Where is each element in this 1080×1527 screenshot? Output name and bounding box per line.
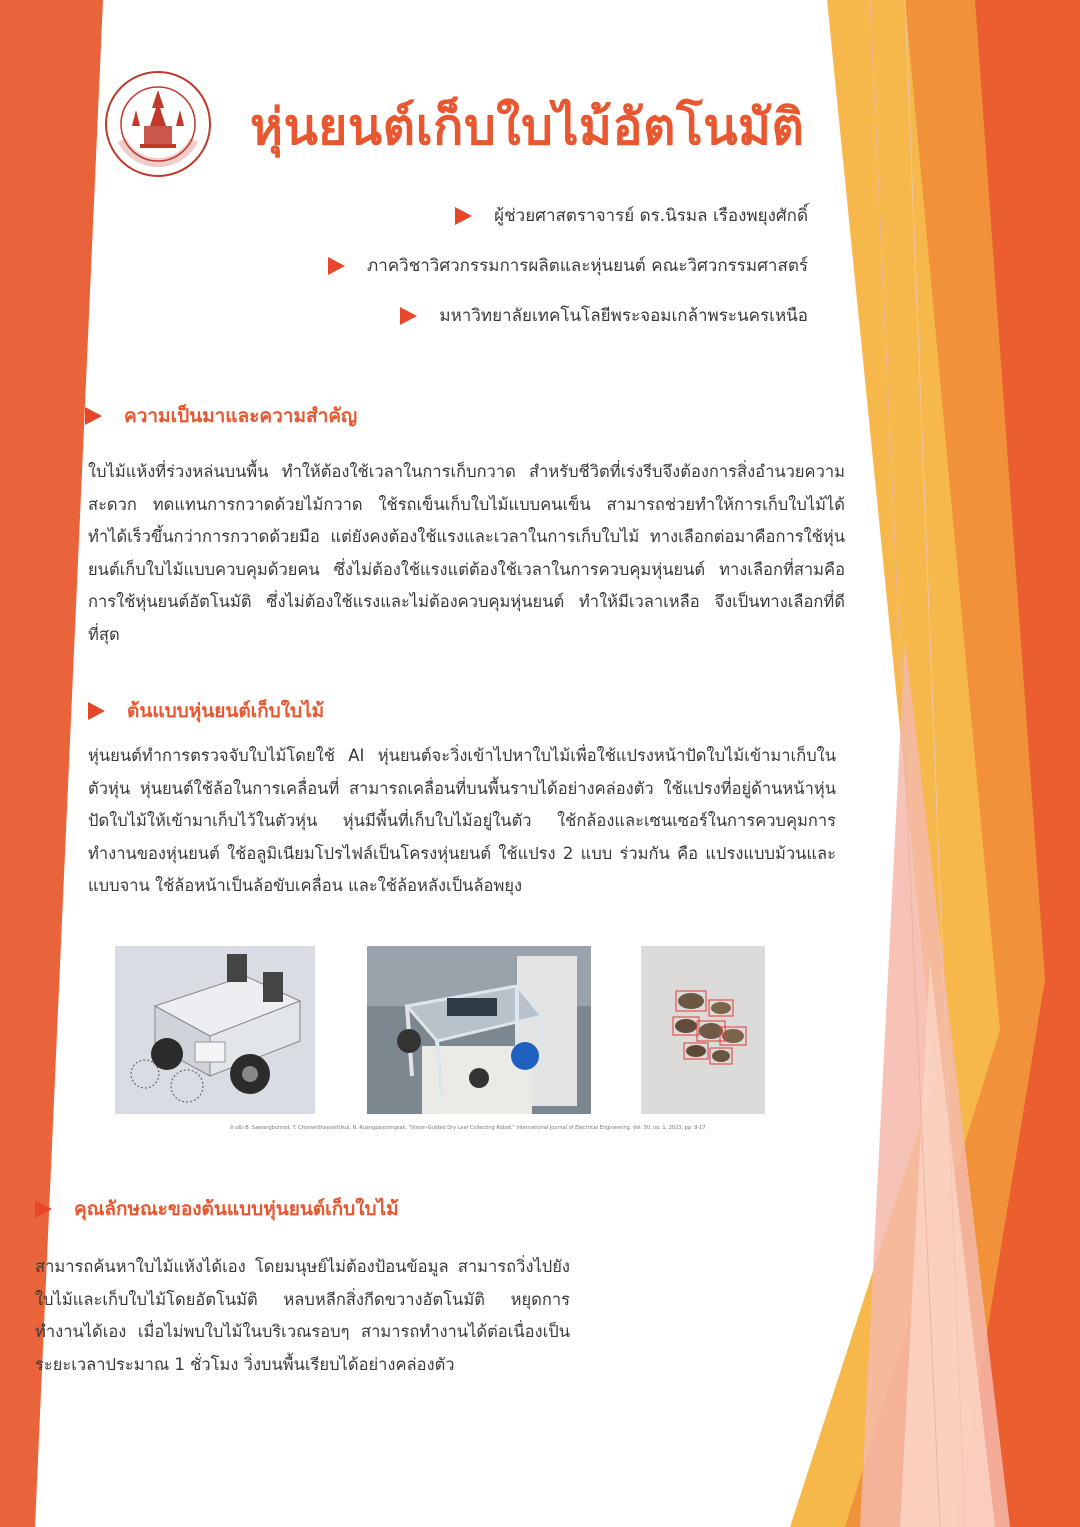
section-heading-text: ความเป็นมาและความสำคัญ bbox=[124, 405, 358, 427]
triangle-bullet-icon bbox=[88, 702, 105, 720]
triangle-bullet-icon bbox=[35, 1200, 52, 1218]
author-line-department bbox=[328, 252, 808, 279]
author-line-name bbox=[455, 202, 808, 229]
leaf-detection-photo-figure bbox=[641, 946, 765, 1114]
robot-prototype-photo-figure bbox=[367, 946, 591, 1114]
section-body-background: ใบไม้แห้งที่ร่วงหล่นบนพื้น ทำให้ต้องใช้เวลาในการเก็บกวาด สำหรับชีวิตที่เร่งรีบจึงต้องการสิ่งอำนวยความสะดวก ทดแทนการกวาดด้วยไม้กวาด ใช้รถเข็นเก็บใบไม้แบบคนเข็น สามารถช่วยทำให้การเก็บใบไม้ได้ทำได้เร็วขึ้นกว่าการกวาดด้วยมือ แต่ยังคงต้องใช้แรงและเวลาในการเก็บใบไม้ ทางเลือกต่อมาคือการใช้หุ่นยนต์เก็บใบไม้แบบควบคุมด้วยคน ซึ่งไม่ต้องใช้แรงแต่ต้องใช้เวลาในการควบคุมหุ่นยนต์ ทางเลือกที่สามคือการใช้หุ่นยนต์อัตโนมัติ ซึ่งไม่ต้องใช้แรงและไม่ต้องควบคุมหุ่นยนต์ ทำให้มีเวลาเหลือ จึงเป็นทางเลือกที่ดีที่สุด bbox=[88, 462, 845, 644]
section-heading-text: คุณลักษณะของต้นแบบหุ่นยนต์เก็บใบไม้ bbox=[74, 1198, 399, 1220]
robot-cad-render-figure bbox=[115, 946, 315, 1114]
author-department: ภาควิชาวิศวกรรมการผลิตและหุ่นยนต์ คณะวิศวกรรมศาสตร์ bbox=[367, 256, 808, 276]
triangle-bullet-icon bbox=[400, 307, 417, 325]
author-name: ผู้ช่วยศาสตราจารย์ ดร.นิรมล เรืองพยุงศักดิ์ bbox=[494, 206, 808, 226]
section-body-features: สามารถค้นหาใบไม้แห้งได้เอง โดยมนุษย์ไม่ต้องป้อนข้อมูล สามารถวิ่งไปยังใบไม้และเก็บใบไม้โดยอัตโนมัติ หลบหลีกสิ่งกีดขวางอัตโนมัติ หยุดการทำงานได้เอง เมื่อไม่พบใบไม้ในบริเวณรอบๆ สามารถทำงานได้ต่อเนื่องเป็นระยะเวลาประมาณ 1 ชั่วโมง วิ่งบนพื้นเรียบได้อย่างคล่องตัว bbox=[35, 1257, 570, 1374]
triangle-bullet-icon bbox=[328, 257, 345, 275]
section-heading-prototype bbox=[88, 696, 324, 726]
figure-caption-reference: อ้างอิง B. Sawangbunrod, T. Chonwitthayasittikul, N. Ruangpayoongsak, "Vision-Guided Dry Leaf Collecting Robot," International Journal of Electrical Engineering, Vol. 30, no. 1, 2023, pp. 9-17. bbox=[230, 1125, 708, 1131]
section-heading-background bbox=[85, 401, 357, 431]
section-body-prototype: หุ่นยนต์ทำการตรวจจับใบไม้โดยใช้ AI หุ่นยนต์จะวิ่งเข้าไปหาใบไม้เพื่อใช้แปรงหน้าปัดใบไม้เข้ามาเก็บในตัวหุ่น หุ่นยนต์ใช้ล้อในการเคลื่อนที่ สามารถเคลื่อนที่บนพื้นราบได้อย่างคล่องตัว ใช้แปรงที่อยู่ด้านหน้าหุ่นปัดใบไม้ให้เข้ามาเก็บไว้ในตัวหุ่น หุ่นมีพื้นที่เก็บใบไม้อยู่ในตัว ใช้กล้องและเซนเซอร์ในการควบคุมการทำงานของหุ่นยนต์ ใช้อลูมิเนียมโปรไฟล์เป็นโครงหุ่นยนต์ ใช้แปรง 2 แบบ ร่วมกัน คือ แปรงแบบม้วนและแบบจาน ใช้ล้อหน้าเป็นล้อขับเคลื่อน และใช้ล้อหลังเป็นล้อพยุง bbox=[88, 746, 836, 895]
triangle-bullet-icon bbox=[455, 207, 472, 225]
author-line-university bbox=[400, 302, 808, 329]
section-heading-text: ต้นแบบหุ่นยนต์เก็บใบไม้ bbox=[127, 700, 325, 722]
section-heading-features bbox=[35, 1194, 399, 1224]
university-seal-logo bbox=[104, 70, 212, 178]
author-university: มหาวิทยาลัยเทคโนโลยีพระจอมเกล้าพระนครเหนือ bbox=[439, 306, 808, 326]
poster-title: หุ่นยนต์เก็บใบไม้อัตโนมัติ bbox=[250, 98, 805, 156]
triangle-bullet-icon bbox=[85, 407, 102, 425]
